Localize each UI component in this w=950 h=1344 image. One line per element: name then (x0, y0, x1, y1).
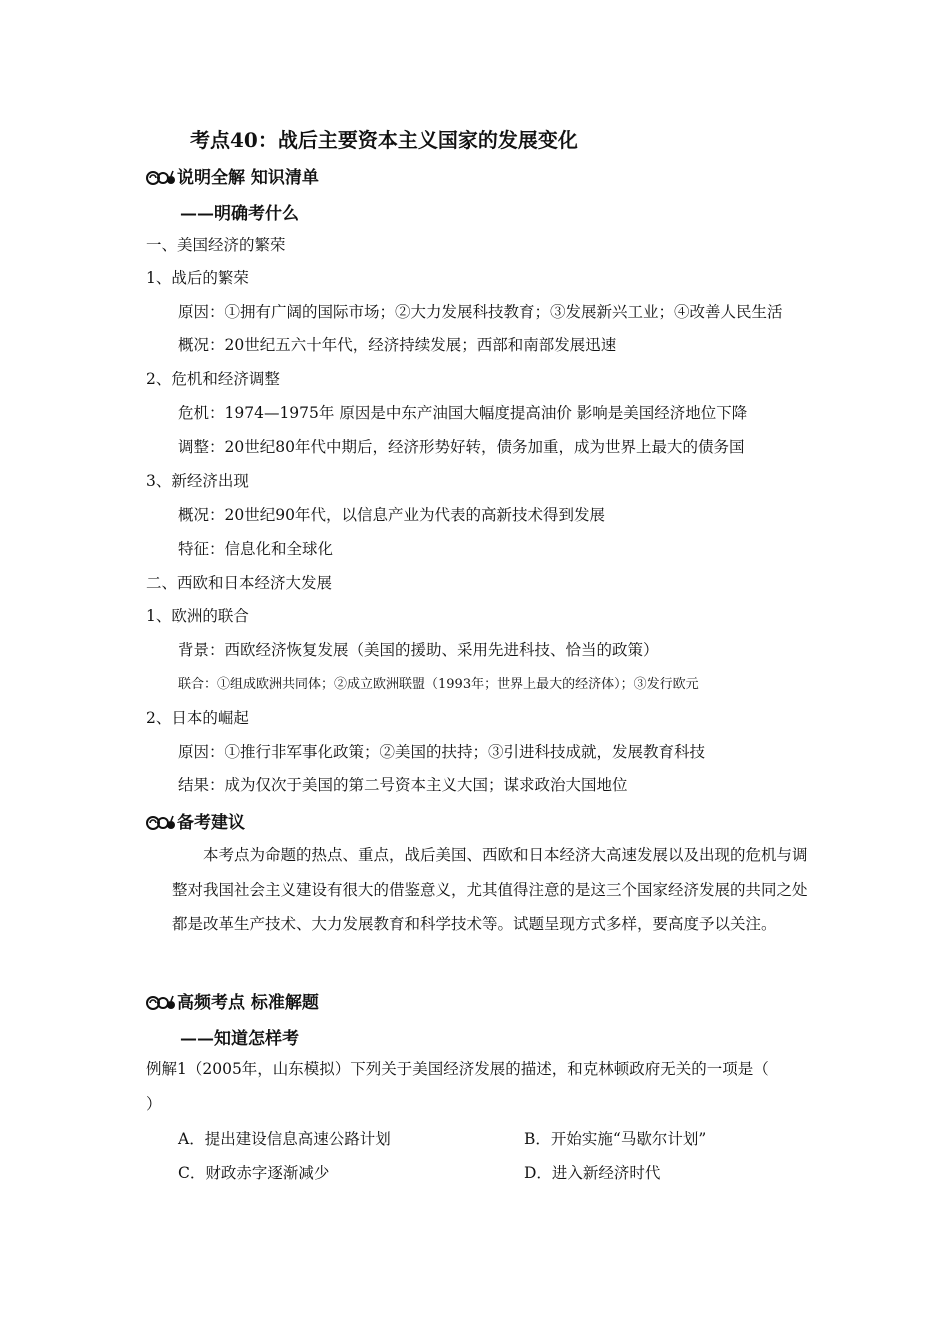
option-b: B．开始实施“马歇尔计划” (524, 1130, 707, 1148)
decorative-bullet-icon (146, 168, 176, 186)
option-a: A．提出建设信息高速公路计划 (178, 1130, 391, 1148)
decorative-bullet-icon (146, 993, 176, 1011)
section-heading-text: 高频考点 标准解题 (177, 993, 319, 1013)
decorative-bullet-icon (146, 813, 176, 831)
outline-detail: 结果：成为仅次于美国的第二号资本主义大国；谋求政治大国地位 (178, 776, 628, 794)
outline-detail: 特征：信息化和全球化 (178, 540, 334, 558)
outline-detail: 危机：1974—1975年 原因是中东产油国大幅度提高油价 影响是美国经济地位下降 (178, 404, 748, 422)
section-subheading: ——明确考什么 (180, 204, 299, 224)
section-heading-advice (146, 808, 245, 833)
outline-detail: 原因：①推行非军事化政策；②美国的扶持；③引进科技成就，发展教育科技 (178, 743, 706, 761)
outline-detail: 概况：20世纪五六十年代，经济持续发展；西部和南部发展迅速 (178, 336, 617, 354)
outline-detail: 调整：20世纪80年代中期后，经济形势好转，债务加重，成为世界上最大的债务国 (178, 438, 745, 456)
advice-paragraph: 本考点为命题的热点、重点，战后美国、西欧和日本经济大高速发展以及出现的危机与调整对我国社会主义建设有很大的借鉴意义，尤其值得注意的是这三个国家经济发展的共同之处都是改革生产技术、大力发展教育和科学技术等。试题呈现方式多样，要高度予以关注。 (172, 846, 808, 933)
option-d: D．进入新经济时代 (524, 1164, 661, 1182)
section-heading-text: 备考建议 (177, 813, 245, 833)
outline-item: 2、危机和经济调整 (146, 370, 280, 388)
outline-detail: 背景：西欧经济恢复发展（美国的援助、采用先进科技、恰当的政策） (178, 641, 659, 659)
outline-item: 3、新经济出现 (146, 472, 249, 490)
section-heading-text: 说明全解 知识清单 (177, 168, 319, 188)
outline-item: 二、西欧和日本经济大发展 (146, 574, 333, 592)
outline-detail: 原因：①拥有广阔的国际市场；②大力发展科技教育；③发展新兴工业；④改善人民生活 (178, 303, 783, 321)
outline-detail: 联合：①组成欧洲共同体；②成立欧洲联盟（1993年；世界上最大的经济体）；③发行欧元 (178, 677, 699, 692)
section-heading-exam (146, 988, 319, 1013)
outline-item: 2、日本的崛起 (146, 709, 249, 727)
outline-item: 1、战后的繁荣 (146, 269, 249, 287)
question-text-end: ） (146, 1095, 162, 1113)
outline-item: 1、欧洲的联合 (146, 607, 249, 625)
option-c: C．财政赤字逐渐减少 (178, 1164, 330, 1182)
outline-item: 一、美国经济的繁荣 (146, 236, 286, 254)
outline-detail: 概况：20世纪90年代，以信息产业为代表的高新技术得到发展 (178, 506, 605, 524)
question-text: 例解1（2005年，山东模拟）下列关于美国经济发展的描述，和克林顿政府无关的一项是（ (146, 1060, 769, 1078)
page-title: 考点40：战后主要资本主义国家的发展变化 (190, 128, 578, 152)
section-subheading: ——知道怎样考 (180, 1029, 299, 1049)
section-heading-knowledge (146, 163, 319, 188)
